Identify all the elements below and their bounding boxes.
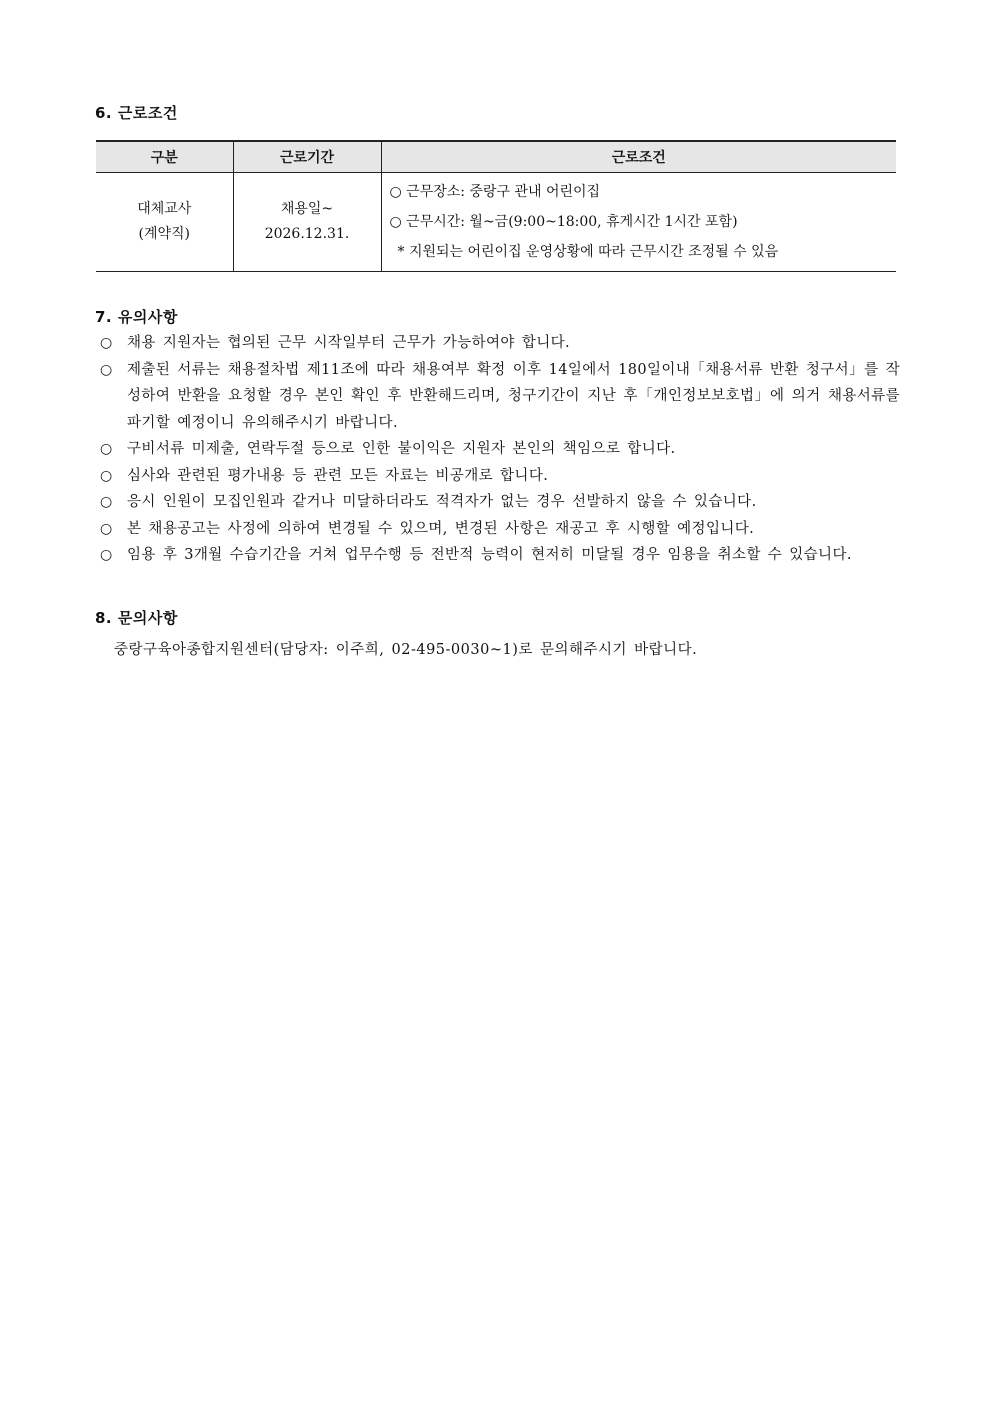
contract-type-label: (계약직) xyxy=(138,226,190,242)
work-hours: ○ 근무시간: 월~금(9:00~18:00, 휴게시간 1시간 포함) xyxy=(389,214,738,230)
circle-bullet-icon: ○ xyxy=(100,335,113,351)
work-conditions-table xyxy=(96,140,896,272)
notes-list xyxy=(100,330,900,569)
list-item xyxy=(100,516,900,543)
section-8-title: 8. 문의사항 xyxy=(95,609,178,627)
list-item xyxy=(100,436,900,463)
note-text: 구비서류 미제출, 연락두절 등으로 인한 불이익은 지원자 본인의 책임으로 합니다. xyxy=(127,441,676,457)
circle-bullet-icon: ○ xyxy=(100,361,113,378)
note-text: 심사와 관련된 평가내용 등 관련 모든 자료는 비공개로 합니다. xyxy=(127,467,549,484)
period-end: 2026.12.31. xyxy=(264,226,350,242)
period-cell xyxy=(233,173,381,272)
circle-bullet-icon: ○ xyxy=(100,467,113,484)
work-place: ○ 근무장소: 중랑구 관내 어린이집 xyxy=(389,184,601,200)
list-item xyxy=(100,357,900,437)
category-cell xyxy=(96,173,233,272)
list-item xyxy=(100,489,900,516)
note-text: 채용 지원자는 협의된 근무 시작일부터 근무가 가능하여야 합니다. xyxy=(127,335,571,351)
category-label: 대체교사 xyxy=(137,201,192,217)
conditions-cell xyxy=(381,173,896,272)
circle-bullet-icon: ○ xyxy=(100,547,113,563)
note-text: 응시 인원이 모집인원과 같거나 미달하더라도 적격자가 없는 경우 선발하지 않을 수 있습니다. xyxy=(127,494,757,510)
note-text: 본 채용공고는 사정에 의하여 변경될 수 있으며, 변경된 사항은 재공고 후 시행할 예정입니다. xyxy=(127,520,755,537)
period-start: 채용일~ xyxy=(280,201,334,217)
circle-bullet-icon: ○ xyxy=(100,441,113,457)
header-conditions: 근로조건 xyxy=(381,141,896,173)
section-6-title: 6. 근로조건 xyxy=(95,104,178,122)
work-hours-note: * 지원되는 어린이집 운영상황에 따라 근무시간 조정될 수 있음 xyxy=(397,244,779,260)
note-text: 임용 후 3개월 수습기간을 거쳐 업무수행 등 전반적 능력이 현저히 미달될 경우 임용을 취소할 수 있습니다. xyxy=(127,547,852,563)
note-text: 제출된 서류는 채용절차법 제11조에 따라 채용여부 확정 이후 14일에서 180일이내「채용서류 반환 청구서」를 작성하여 반환을 요청할 경우 본인 확인 후 반환해드리며, 청구기간이 지난 후「개인정보보호법」에 의거 채용서류를 파기할 예정이니 유의해주시기 바랍니다. xyxy=(127,361,900,431)
table-row xyxy=(96,173,896,272)
table-header-row xyxy=(96,141,896,173)
list-item xyxy=(100,330,900,357)
header-period: 근로기간 xyxy=(233,141,381,173)
circle-bullet-icon: ○ xyxy=(100,494,113,510)
header-category: 구분 xyxy=(96,141,233,173)
section-7-title: 7. 유의사항 xyxy=(95,308,178,326)
list-item xyxy=(100,463,900,490)
circle-bullet-icon: ○ xyxy=(100,520,113,537)
inquiry-text: 중랑구육아종합지원센터(담당자: 이주희, 02-495-0030~1)로 문의해주시기 바랍니다. xyxy=(114,642,698,658)
list-item xyxy=(100,542,900,569)
